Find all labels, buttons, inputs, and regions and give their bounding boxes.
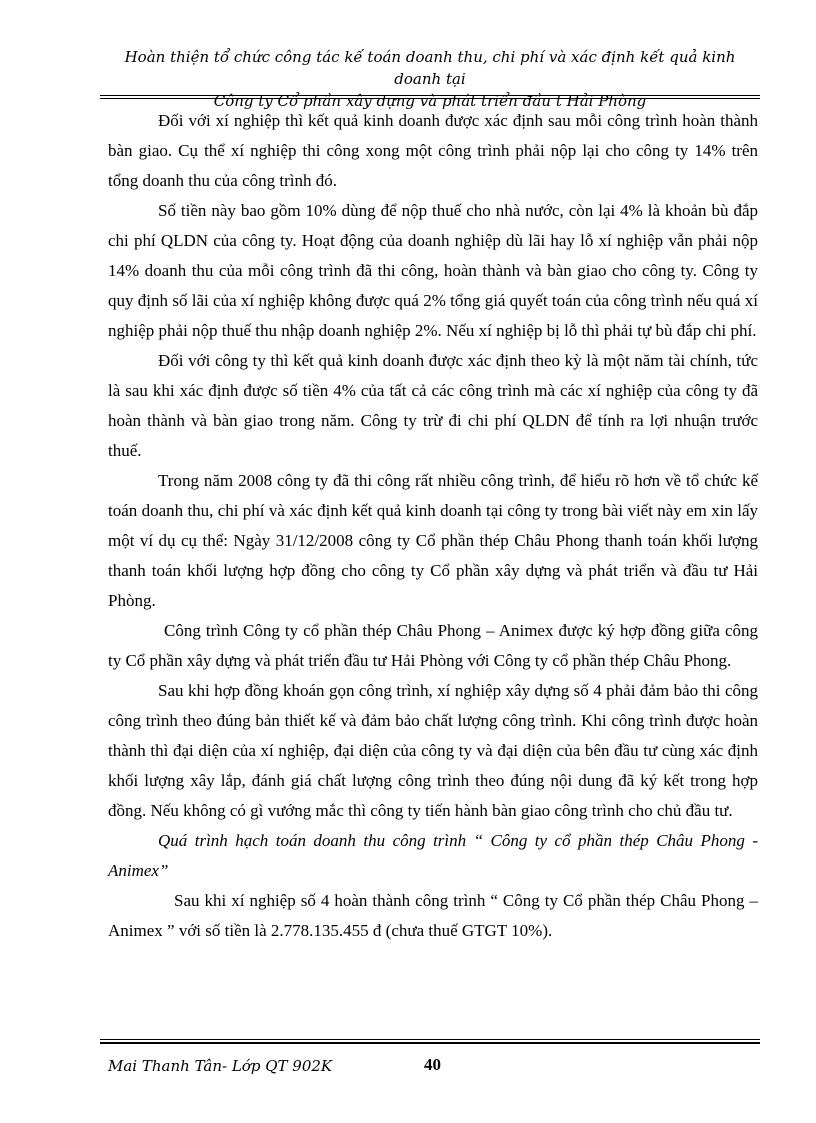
paragraph-4: Trong năm 2008 công ty đã thi công rất nhiều công trình, để hiểu rõ hơn về tổ chức kế toán doanh thu, chi phí và xác định kết quả kinh doanh tại công ty trong bài viết này em xin lấy một ví dụ cụ thể: Ngày 31/12/2008 công ty Cổ phần thép Châu Phong thanh toán khối lượng thanh toán khối lượng hợp đồng cho công ty Cổ phần xây dựng và phát triển và đầu tư Hải Phòng. [108,471,758,610]
footer-rule-thick [100,1042,760,1044]
page-number: 40 [424,1055,441,1074]
paragraph-5: Công trình Công ty cổ phần thép Châu Phong – Animex được ký hợp đồng giữa công ty Cổ phần xây dựng và phát triển đầu tư Hải Phòng với Công ty cổ phần thép Châu Phong. [108,621,758,670]
section-heading-italic: Quá trình hạch toán doanh thu công trình “ Công ty cổ phần thép Châu Phong - Animex” [108,831,758,880]
header-rule-thin [100,98,760,99]
footer-rule-thin [100,1039,760,1040]
header-rule-thick [100,95,760,96]
paragraph-7: Sau khi xí nghiệp số 4 hoàn thành công trình “ Công ty Cổ phần thép Châu Phong – Animex ” với số tiền là 2.778.135.455 đ (chưa thuế GTGT 10%). [108,891,758,940]
paragraph-6: Sau khi hợp đồng khoán gọn công trình, xí nghiệp xây dựng số 4 phải đảm bảo thi công công trình theo đúng bản thiết kế và đảm bảo chất lượng công trình. Khi công trình được hoàn thành thì đại diện của xí nghiệp, đại diện của công ty và đại diện của bên đầu tư cùng xác định khối lượng xây lắp, đánh giá chất lượng công trình theo đúng nội dung đã ký kết trong hợp đồng. Nếu không có gì vướng mắc thì công ty tiến hành bàn giao công trình cho chủ đầu tư. [108,681,758,820]
header-line-1: Hoàn thiện tổ chức công tác kế toán doanh thu, chi phí và xác định kết quả kinh doanh tại [124,48,736,88]
header-line-2: Công ty Cổ phần xây dựng và phát triển đầu t Hải Phòng [213,92,647,110]
running-header [100,46,760,112]
document-body [108,106,758,946]
paragraph-3: Đối với công ty thì kết quả kinh doanh được xác định theo kỳ là một năm tài chính, tức là sau khi xác định được số tiền 4% của tất cả các công trình mà các xí nghiệp của công ty đã hoàn thành và bàn giao trong năm. Công ty trừ đi chi phí QLDN để tính ra lợi nhuận trước thuế. [108,351,758,460]
paragraph-1: Đối với xí nghiệp thì kết quả kinh doanh được xác định sau mỗi công trình hoàn thành bàn giao. Cụ thể xí nghiệp thi công xong một công trình phải nộp lại cho công ty 14% trên tổng doanh thu của công trình đó. [108,111,758,190]
paragraph-2: Số tiền này bao gồm 10% dùng để nộp thuế cho nhà nước, còn lại 4% là khoản bù đắp chi phí QLDN của công ty. Hoạt động của doanh nghiệp dù lãi hay lỗ xí nghiệp vẫn phải nộp 14% doanh thu của mỗi công trình đã thi công, hoàn thành và bàn giao cho công ty. Công ty quy định số lãi của xí nghiệp không được quá 2% tổng giá quyết toán của công trình nếu quá xí nghiệp phải nộp thuế thu nhập doanh nghiệp 2%. Nếu xí nghiệp bị lỗ thì phải tự bù đắp chi phí. [108,201,758,340]
footer-author: Mai Thanh Tân- Lớp QT 902K [108,1057,333,1075]
